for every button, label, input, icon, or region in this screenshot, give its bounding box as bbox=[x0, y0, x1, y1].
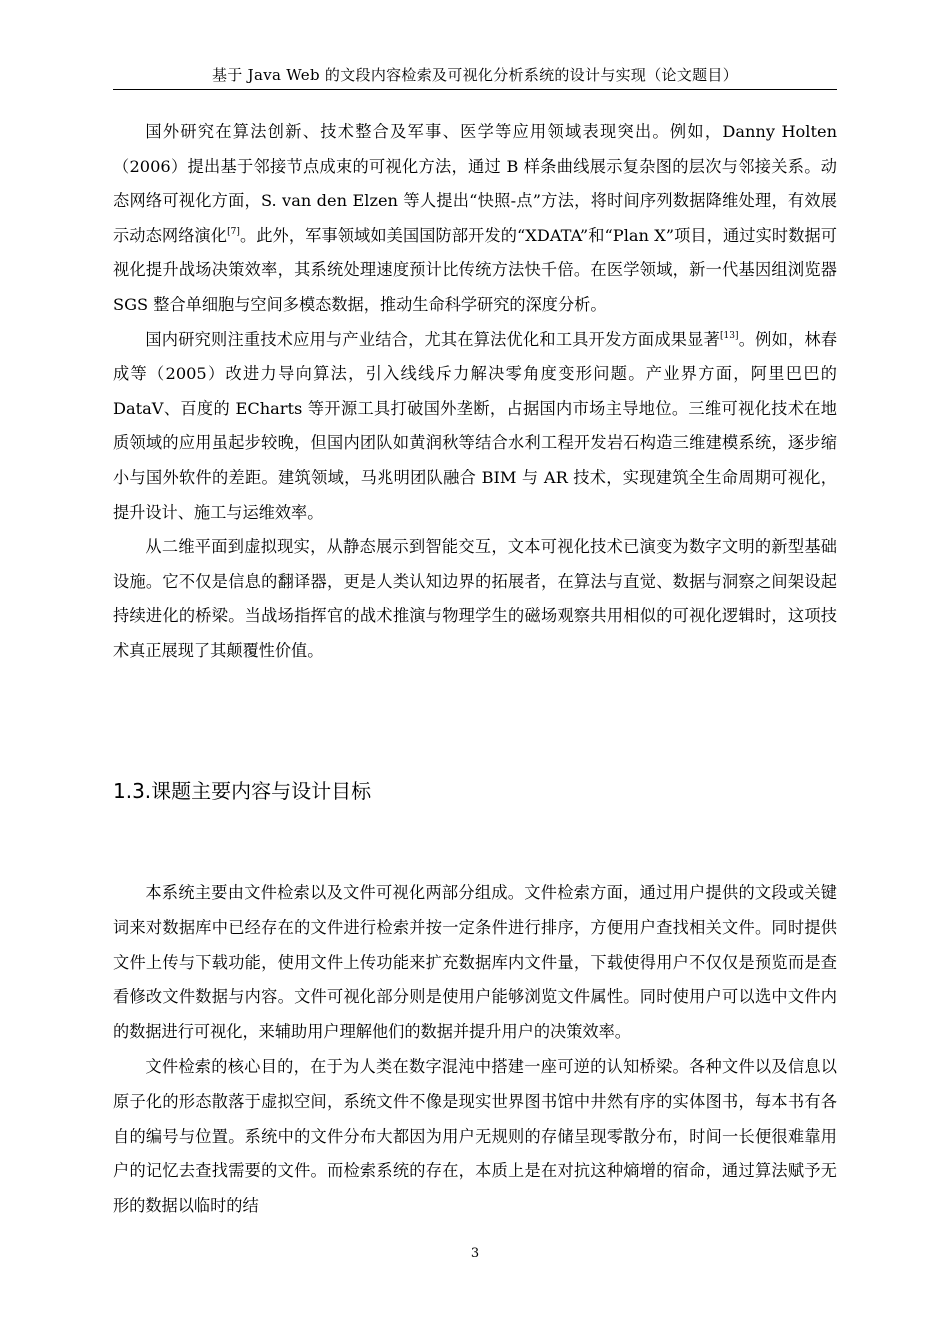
body-text-top bbox=[113, 115, 837, 669]
paragraph-text: 从二维平面到虚拟现实，从静态展示到智能交互，文本可视化技术已演变为数字文明的新型基础设施。它不仅是信息的翻译器，更是人类认知边界的拓展者，在算法与直觉、数据与洞察之间架设起持续进化的桥梁。当战场指挥官的战术推演与物理学生的磁场观察共用相似的可视化逻辑时，这项技术真正展现了其颠覆性价值。 bbox=[113, 537, 837, 660]
paragraph-system-overview: 本系统主要由文件检索以及文件可视化两部分组成。文件检索方面，通过用户提供的文段或关键词来对数据库中已经存在的文件进行检索并按一定条件进行排序，方便用户查找相关文件。同时提供文件上传与下载功能，使用文件上传功能来扩充数据库内文件量，下载使得用户不仅仅是预览而是查看修改文件数据与内容。文件可视化部分则是使用户能够浏览文件属性。同时使用户可以选中文件内的数据进行可视化，来辅助用户理解他们的数据并提升用户的决策效率。 bbox=[113, 883, 837, 1042]
paragraph-text: 。此外，军事领域如美国国防部开发的“XDATA”和“Plan X”项目，通过实时数据可视化提升战场决策效率，其系统处理速度预计比传统方法快千倍。在医学领域，新一代基因组浏览器 SGS 整合单细胞与空间多模态数据，推动生命科学研究的深度分析。 bbox=[113, 225, 837, 314]
paragraph-international-research bbox=[113, 115, 837, 323]
paragraph-summary bbox=[113, 530, 837, 668]
paragraph-domestic-research bbox=[113, 323, 837, 531]
header-rule bbox=[113, 89, 837, 90]
paragraph-retrieval-purpose: 文件检索的核心目的，在于为人类在数字混沌中搭建一座可逆的认知桥梁。各种文件以及信息以原子化的形态散落于虚拟空间，系统文件不像是现实世界图书馆中井然有序的实体图书，每本书有各自的编号与位置。系统中的文件分布大都因为用户无规则的存储呈现零散分布，时间一长便很难靠用户的记忆去查找需要的文件。而检索系统的存在，本质上是在对抗这种熵增的宿命，通过算法赋予无形的数据以临时的结 bbox=[113, 1056, 837, 1216]
body-text-bottom bbox=[113, 876, 837, 1224]
running-header: 基于 Java Web 的文段内容检索及可视化分析系统的设计与实现（论文题目） bbox=[211, 66, 739, 84]
paragraph-text: 。例如，林春成等（2005）改进力导向算法，引入线线斥力解决零角度变形问题。产业界方面，阿里巴巴的 DataV、百度的 ECharts 等开源工具打破国外垄断，占据国内市场主导地位。三维可视化技术在地质领域的应用虽起步较晚，但国内团队如黄润秋等结合水利工程开发岩石构造三维建模系统，逐步缩小与国外软件的差距。建筑领域，马兆明团队融合 BIM 与 AR 技术，实现建筑全生命周期可视化，提升设计、施工与运维效率。 bbox=[113, 329, 838, 522]
section-heading: 1.3.课题主要内容与设计目标 bbox=[113, 779, 372, 803]
page-number: 3 bbox=[470, 1246, 480, 1261]
citation: [7] bbox=[227, 226, 240, 237]
paragraph-text: 国外研究在算法创新、技术整合及军事、医学等应用领域表现突出。例如，Danny Holten（2006）提出基于邻接节点成束的可视化方法，通过 B 样条曲线展示复杂图的层次与邻接关系。动态网络可视化方面，S. van den Elzen 等人提出“快照-点”方法，将时间序列数据降维处理，有效展示动态网络演化 bbox=[113, 122, 837, 245]
paragraph-text: 国内研究则注重技术应用与产业结合，尤其在算法优化和工具开发方面成果显著 bbox=[145, 329, 721, 349]
citation: [13] bbox=[720, 330, 739, 341]
